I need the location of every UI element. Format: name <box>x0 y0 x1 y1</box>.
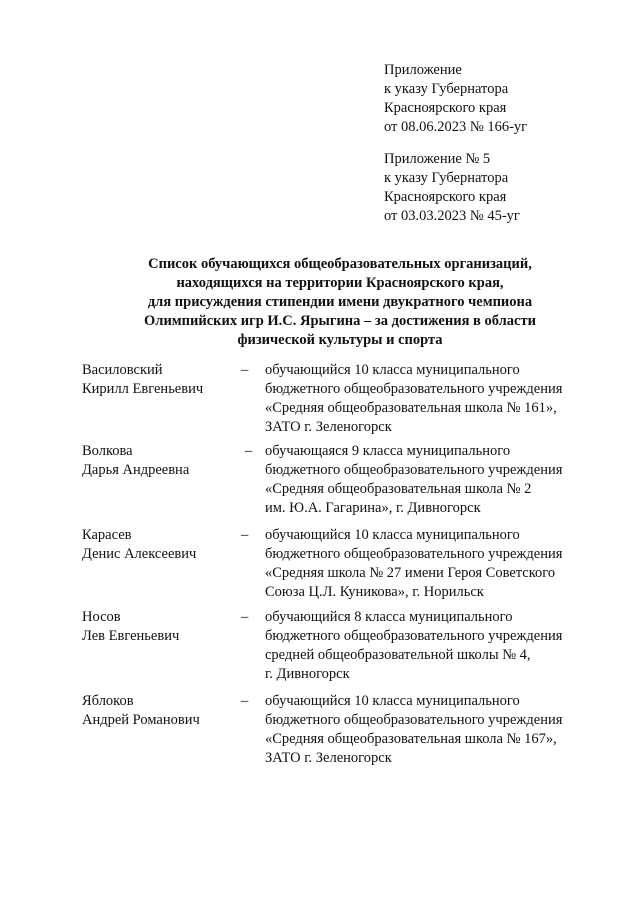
student-given-names: Кирилл Евгеньевич <box>82 381 204 397</box>
description-line: «Средняя общеобразовательная школа № 2 <box>265 481 532 497</box>
description-line: средней общеобразовательной школы № 4, <box>265 647 531 663</box>
student-description <box>265 442 595 518</box>
student-name <box>82 608 232 646</box>
student-surname: Носов <box>82 609 121 625</box>
description-line: ЗАТО г. Зеленогорск <box>265 419 392 435</box>
student-name <box>82 361 232 399</box>
dash-separator: – <box>241 362 249 378</box>
description-line: обучающаяся 9 класса муниципального <box>265 443 511 459</box>
student-given-names: Дарья Андреевна <box>82 462 190 478</box>
student-name <box>82 692 232 730</box>
student-given-names: Лев Евгеньевич <box>82 628 180 644</box>
appendix-current-line: Красноярского края <box>384 100 507 116</box>
description-line: ЗАТО г. Зеленогорск <box>265 750 392 766</box>
appendix-original-line: Приложение № 5 <box>384 151 491 167</box>
student-surname: Карасев <box>82 527 132 543</box>
description-line: бюджетного общеобразовательного учреждения <box>265 381 563 397</box>
student-given-names: Денис Алексеевич <box>82 546 197 562</box>
description-line: бюджетного общеобразовательного учреждения <box>265 462 563 478</box>
student-description <box>265 692 595 768</box>
student-surname: Яблоков <box>82 693 134 709</box>
description-line: обучающийся 10 класса муниципального <box>265 527 520 543</box>
title-line: для присуждения стипендии имени двукратного чемпиона <box>147 294 533 310</box>
student-given-names: Андрей Романович <box>82 712 200 728</box>
appendix-original-line: к указу Губернатора <box>384 170 509 186</box>
description-line: обучающийся 10 класса муниципального <box>265 362 520 378</box>
appendix-current-line: к указу Губернатора <box>384 81 509 97</box>
description-line: бюджетного общеобразовательного учреждения <box>265 712 563 728</box>
description-line: им. Ю.А. Гагарина», г. Дивногорск <box>265 500 481 516</box>
description-line: «Средняя общеобразовательная школа № 161», <box>265 400 557 416</box>
title-line: физической культуры и спорта <box>237 332 443 348</box>
appendix-current-line: Приложение <box>384 62 462 78</box>
dash-separator: – <box>241 527 249 543</box>
title-line: Список обучающихся общеобразовательных организаций, <box>148 256 532 272</box>
description-line: Союза Ц.Л. Куникова», г. Норильск <box>265 584 484 600</box>
student-name <box>82 526 232 564</box>
dash-separator: – <box>241 693 249 709</box>
description-line: бюджетного общеобразовательного учреждения <box>265 628 563 644</box>
description-line: г. Дивногорск <box>265 666 350 682</box>
student-surname: Василовский <box>82 362 163 378</box>
description-line: обучающийся 10 класса муниципального <box>265 693 520 709</box>
description-line: бюджетного общеобразовательного учреждения <box>265 546 563 562</box>
student-description <box>265 526 595 602</box>
title-line: находящихся на территории Красноярского края, <box>176 275 504 291</box>
student-name <box>82 442 232 480</box>
dash-separator: – <box>241 609 249 625</box>
student-description <box>265 361 595 437</box>
student-description <box>265 608 595 684</box>
title-line: Олимпийских игр И.С. Ярыгина – за достижения в области <box>144 313 536 329</box>
description-line: «Средняя школа № 27 имени Героя Советского <box>265 565 556 581</box>
dash-separator: – <box>245 443 253 459</box>
description-line: «Средняя общеобразовательная школа № 167», <box>265 731 557 747</box>
appendix-current-line: от 08.06.2023 № 166-уг <box>384 119 528 135</box>
appendix-original-line: Красноярского края <box>384 189 507 205</box>
student-surname: Волкова <box>82 443 133 459</box>
description-line: обучающийся 8 класса муниципального <box>265 609 513 625</box>
appendix-original-line: от 03.03.2023 № 45-уг <box>384 208 520 224</box>
